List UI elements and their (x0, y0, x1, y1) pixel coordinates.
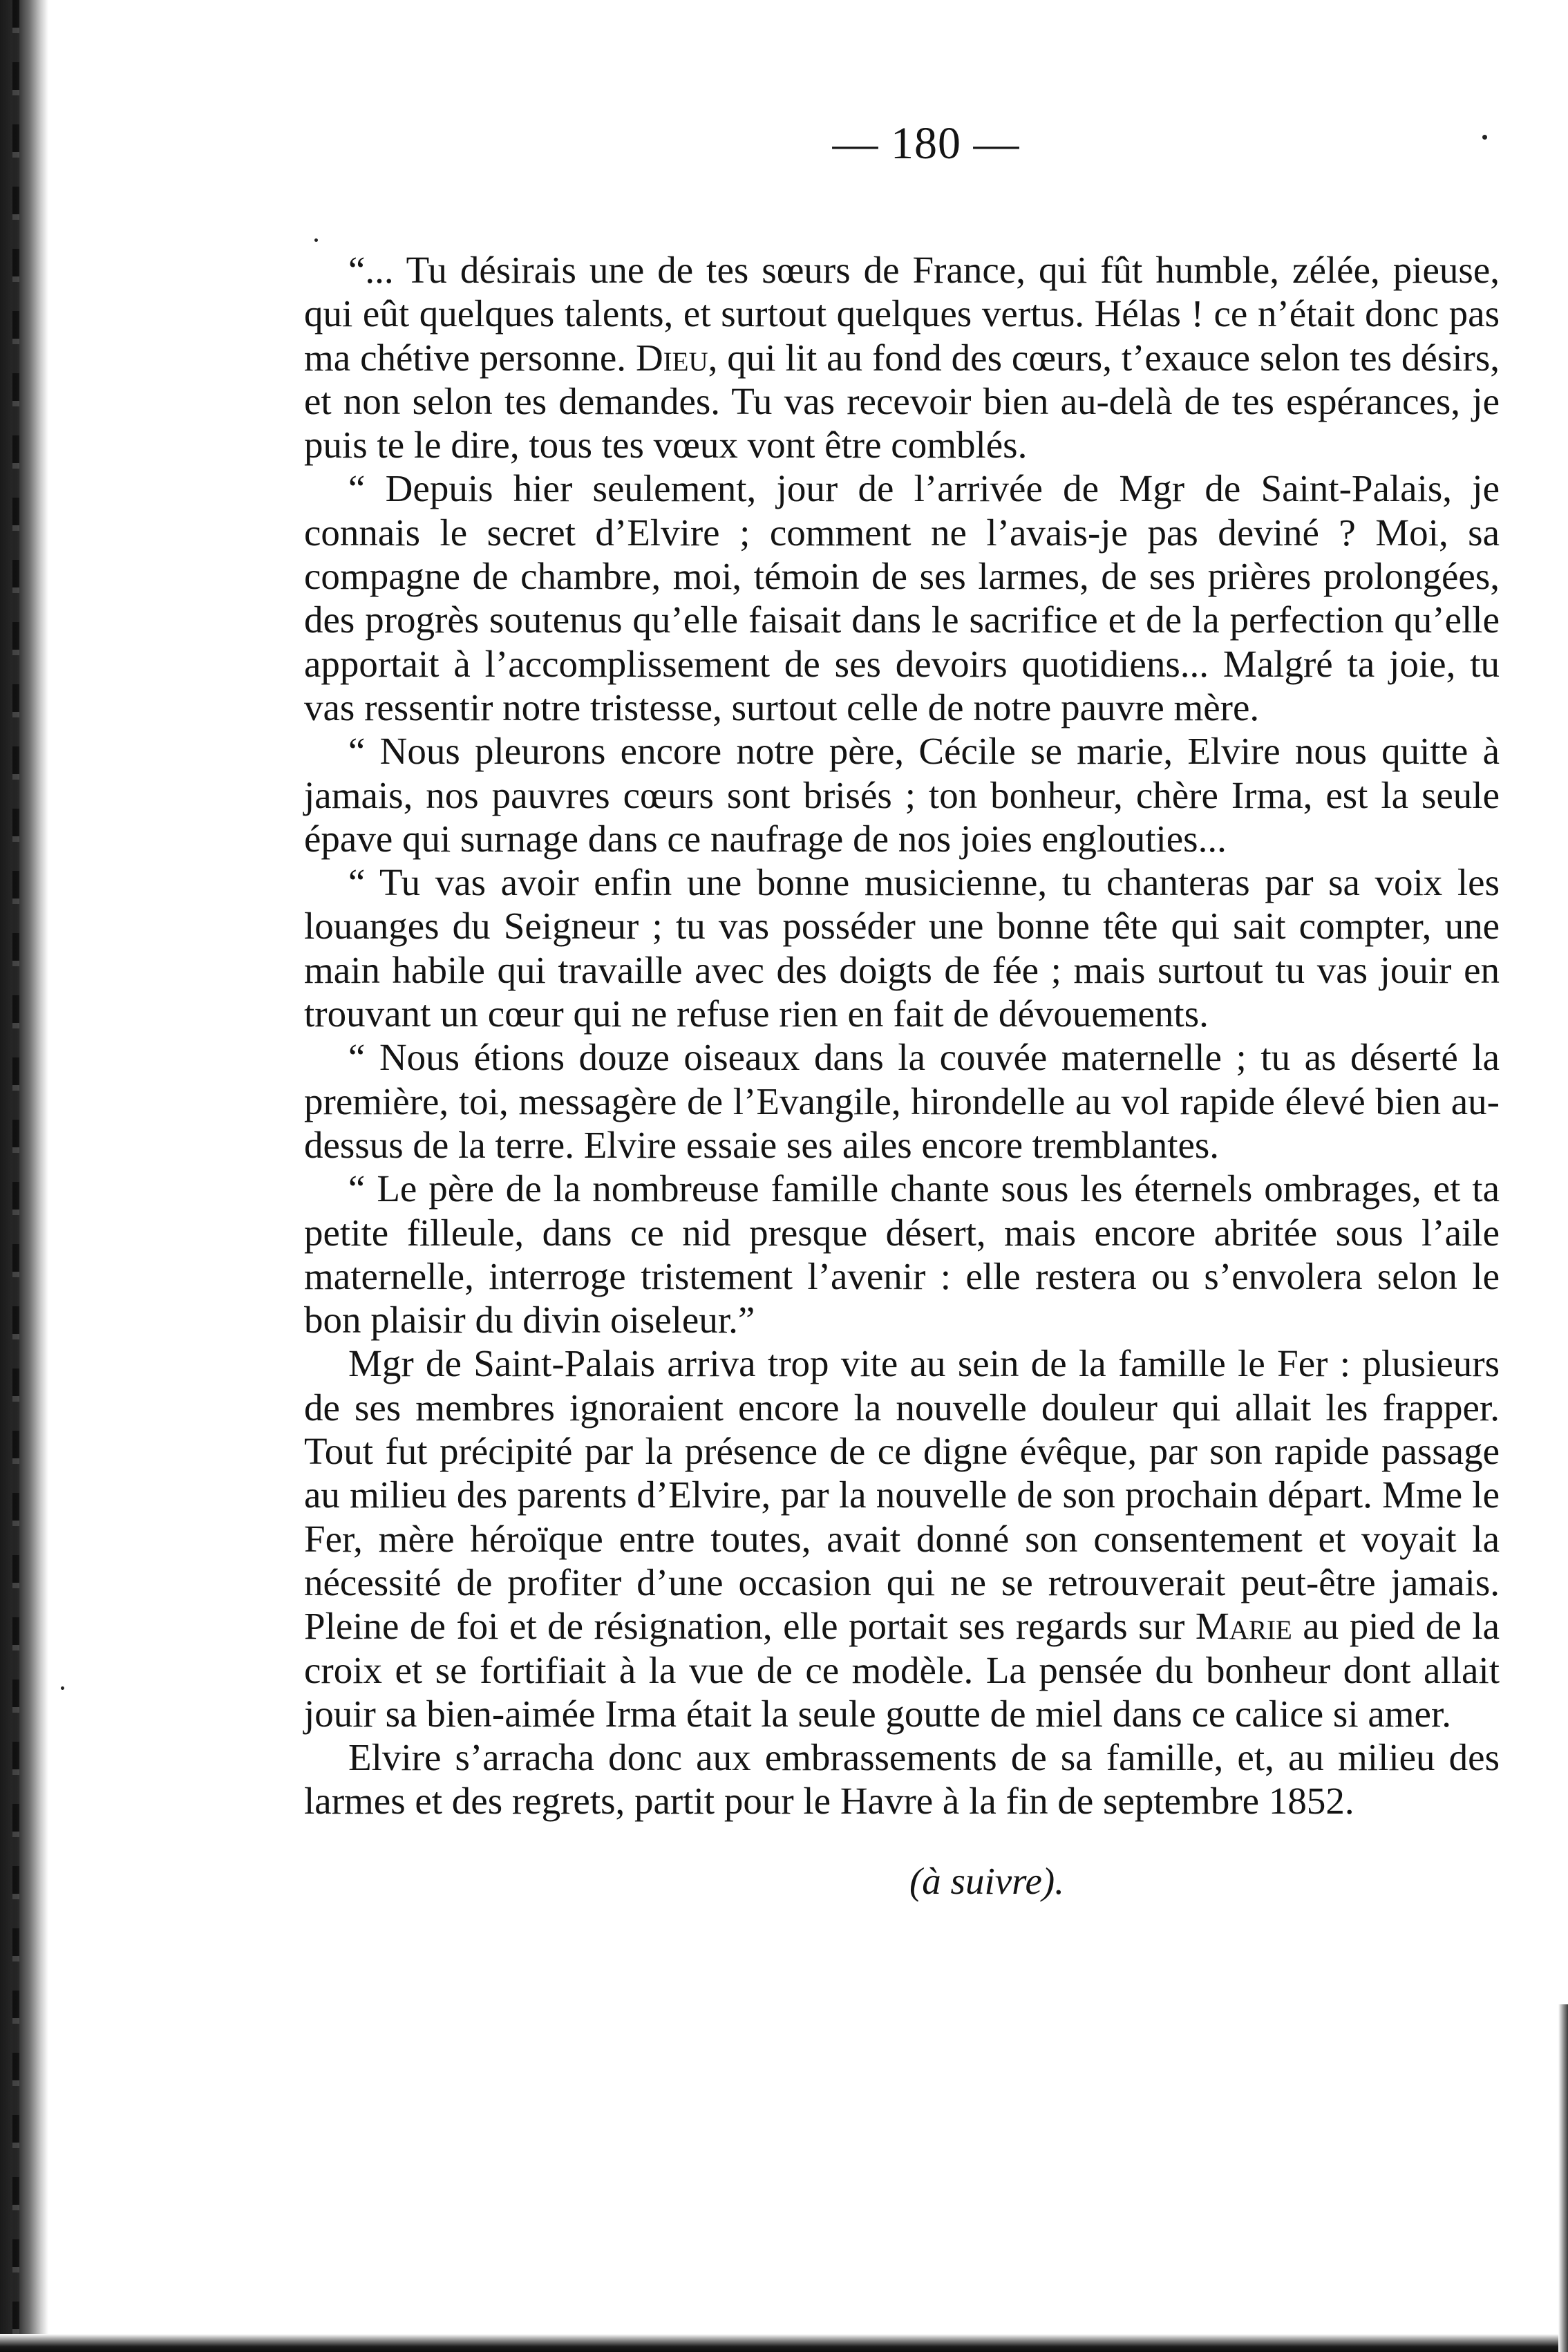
scan-right-edge (1558, 2004, 1568, 2352)
small-caps-word: Dieu (635, 336, 708, 379)
paragraph-2: “ Depuis hier seulement, jour de l’arrivée de Mgr de Saint-Palais, je connais le secret d’Elvire ; comment ne l’avais-je pas deviné ? Moi, sa compagne de chambre, moi, témoin de ses larmes, de ses prières prolongées, des progrès soutenus qu’elle faisait dans le sacrifice et de la perfection qu’elle apportait à l’accomplissement de ses devoirs quotidiens... Malgré ta joie, tu vas ressentir notre tristesse, surtout celle de notre pauvre mère. (304, 467, 1500, 728)
book-page (304, 118, 1500, 1903)
scan-left-edge (0, 0, 48, 2352)
text-run: Mgr de Saint-Palais arriva trop vite au sein de la famille le Fer : plusieurs de ses membres ignoraient encore la nouvelle douleur qui allait les frapper. Tout fut précipité par la présence de ce digne évêque, par son rapide passage au milieu des parents d’Elvire, par la nouvelle de son prochain départ. Mme le Fer, mère héroïque entre toutes, avait donné son consentement et voyait la nécessité de profiter d’une occasion qui ne se retrouverait peut-être jamais. Pleine de foi et de résignation, elle portait ses regards sur (304, 1342, 1500, 1648)
text-run: au pied de la croix et se fortifiait à la vue de ce modèle. La pensée du bonheur dont allait jouir sa bien-aimée Irma était la seule goutte de miel dans ce calice si amer. (304, 1605, 1500, 1735)
text-run: , qui lit au fond des cœurs, t’exauce selon tes désirs, et non selon tes demandes. Tu vas recevoir bien au-delà de tes espérances, je puis te le dire, tous tes vœux vont être comblés. (304, 336, 1500, 467)
small-caps-word: Marie (1195, 1605, 1292, 1648)
body-text (304, 248, 1500, 1823)
paragraph-6: “ Le père de la nombreuse famille chante sous les éternels ombrages, et ta petite filleule, dans ce nid presque désert, mais encore abritée sous l’aile maternelle, interroge tristement l’avenir : elle restera ou s’envolera selon le bon plaisir du divin oiseleur.” (304, 1167, 1500, 1342)
paragraph-5: “ Nous étions douze oiseaux dans la couvée maternelle ; tu as déserté la première, toi, messagère de l’Evangile, hirondelle au vol rapide élevé bien au-dessus de la terre. Elvire essaie ses ailes encore tremblantes. (304, 1036, 1500, 1166)
text-run: “... Tu désirais une de tes sœurs de France, qui fût humble, zélée, pieuse, qui eût quelques talents, et surtout quelques vertus. Hélas ! ce n’était donc pas ma chétive personne. (304, 249, 1500, 379)
paragraph-8: Elvire s’arracha donc aux embrassements de sa famille, et, au milieu des larmes et des regrets, partit pour le Havre à la fin de septembre 1852. (304, 1736, 1500, 1823)
paragraph-3: “ Nous pleurons encore notre père, Cécile se marie, Elvire nous quitte à jamais, nos pauvres cœurs sont brisés ; ton bonheur, chère Irma, est la seule épave qui surnage dans ce naufrage de nos joies englouties... (304, 730, 1500, 860)
ink-speck (61, 1686, 64, 1690)
scan-bottom-edge (0, 2334, 1568, 2352)
paragraph-1 (304, 248, 1500, 467)
paragraph-4: “ Tu vas avoir enfin une bonne musicienne, tu chanteras par sa voix les louanges du Seigneur ; tu vas posséder une bonne tête qui sait compter, une main habile qui travaille avec des doigts de fée ; mais surtout tu vas jouir en trouvant un cœur qui ne refuse rien en fait de dévouements. (304, 861, 1500, 1035)
page-number: — 180 — (832, 118, 1020, 169)
paragraph-7 (304, 1342, 1500, 1735)
to-be-continued: (à suivre). (909, 1859, 1064, 1902)
